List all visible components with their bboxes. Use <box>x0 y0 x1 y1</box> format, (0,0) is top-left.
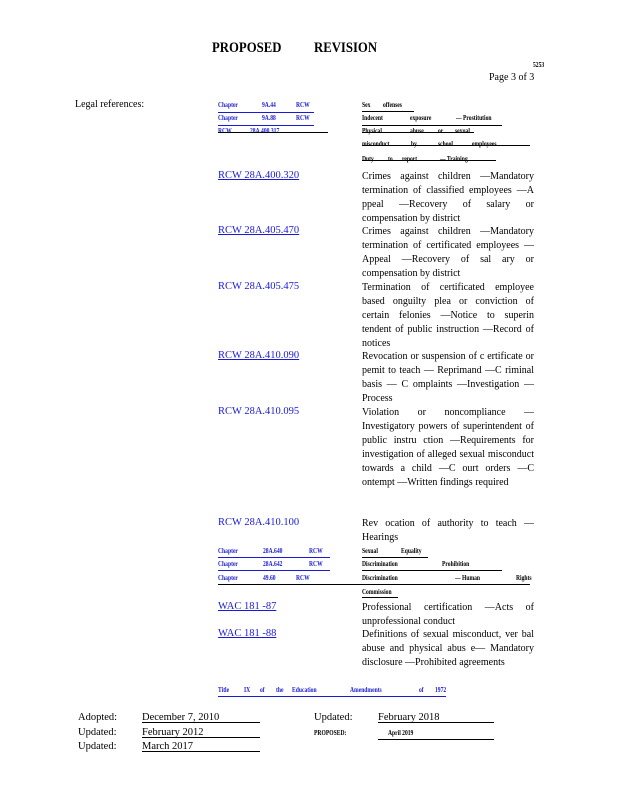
ref-desc: employees <box>472 140 497 148</box>
ref-description: Definitions of sexual misconduct, ver bal abuse and physical abus e— Mandatory disclosure —Prohibited agreements <box>362 629 534 668</box>
ref-description: Violation or noncompliance — Investigatory powers of superintendent of public instru ction —Requirements for investigation of alleged sexual misconduct towards a child —C ourt orders —C ontempt —Written findings required <box>362 407 534 488</box>
ref-code-link[interactable]: RCW 28A.410.095 <box>218 406 300 417</box>
title-ix-word: Amendments <box>350 686 382 694</box>
ref-code[interactable]: RCW <box>309 560 323 568</box>
ref-code-link[interactable]: RCW 28A.405.470 <box>218 225 300 236</box>
ref-description: Crimes against children —Mandatory termination of classified employees —A ppeal —Recovery of salary or compensation by district <box>362 171 534 224</box>
ref-description: Rev ocation of authority to teach — Hearings <box>362 518 534 543</box>
ref-code[interactable]: Chapter <box>218 574 238 582</box>
strikethrough <box>362 132 474 133</box>
ref-code[interactable]: 28A.640 <box>263 547 283 555</box>
underline <box>218 570 330 571</box>
underline <box>218 112 314 113</box>
ref-desc: exposure <box>410 114 432 122</box>
updated-label: Updated: <box>314 712 353 723</box>
ref-code[interactable]: 9A.88 <box>262 114 276 122</box>
ref-desc: — Human <box>455 574 481 582</box>
ref-code[interactable]: Chapter <box>218 101 238 109</box>
underline <box>218 557 330 558</box>
underline <box>362 570 502 571</box>
ref-desc: offenses <box>383 101 402 109</box>
proposed-date: April 2019 <box>388 729 414 737</box>
ref-code-link[interactable]: WAC 181 -87 <box>218 601 277 612</box>
ref-code[interactable]: 28A.400.317 <box>250 127 280 135</box>
underline <box>142 751 260 752</box>
ref-desc: report <box>402 155 418 163</box>
adopted-date: December 7, 2010 <box>142 712 220 723</box>
proposed-label: PROPOSED: <box>314 729 347 737</box>
ref-desc: Sexual <box>362 547 378 555</box>
ref-code-link[interactable]: RCW 28A.405.475 <box>218 281 300 292</box>
updated-label: Updated: <box>78 727 117 738</box>
ref-desc: Discrimination <box>362 560 398 568</box>
ref-code[interactable]: RCW <box>296 101 310 109</box>
title-proposed: PROPOSED <box>212 40 282 56</box>
legal-references-label: Legal references: <box>75 99 145 110</box>
ref-desc: sexual <box>455 127 470 135</box>
underline <box>218 125 314 126</box>
ref-desc: or <box>438 127 444 135</box>
ref-desc: Prohibition <box>442 560 470 568</box>
policy-number: 5253 <box>533 61 545 69</box>
underline <box>362 111 414 112</box>
ref-desc: Equality <box>401 547 422 555</box>
divider-line <box>218 584 530 585</box>
ref-desc: Discrimination <box>362 574 398 582</box>
updated-date: February 2012 <box>142 727 204 738</box>
ref-desc: school <box>438 140 453 148</box>
title-ix-word: of <box>419 686 424 694</box>
updated-date: March 2017 <box>142 741 194 752</box>
title-revision: REVISION <box>314 40 378 56</box>
ref-code[interactable]: Chapter <box>218 114 238 122</box>
ref-code-link[interactable]: WAC 181 -88 <box>218 628 277 639</box>
page-number: Page 3 of 3 <box>489 72 535 83</box>
ref-desc: Duty <box>362 155 374 163</box>
adopted-label: Adopted: <box>78 712 118 723</box>
ref-description: Crimes against children —Mandatory termination of certificated employees —Appeal —Recovery of sal ary or compensation by district <box>362 226 534 279</box>
ref-code[interactable]: RCW <box>218 127 232 135</box>
ref-description: Professional certification —Acts of unprofessional conduct <box>362 602 534 627</box>
strikethrough <box>218 132 328 133</box>
ref-code[interactable]: 28A.642 <box>263 560 283 568</box>
strikethrough <box>362 160 496 161</box>
ref-code[interactable]: Chapter <box>218 547 238 555</box>
ref-desc: Commission <box>362 588 392 596</box>
underline <box>142 737 260 738</box>
underline <box>362 125 502 126</box>
updated-date: February 2018 <box>378 712 440 723</box>
ref-desc: Indecent <box>362 114 383 122</box>
ref-desc: — Training <box>440 155 468 163</box>
underline <box>378 739 494 740</box>
title-ix-word: Title <box>218 686 230 694</box>
ref-desc: misconduct <box>362 140 390 148</box>
ref-code-link[interactable]: RCW 28A.410.100 <box>218 517 300 528</box>
ref-desc: abuse <box>410 127 424 135</box>
ref-desc: Rights <box>516 574 532 582</box>
ref-code-link[interactable]: RCW 28A.410.090 <box>218 350 300 361</box>
title-ix-word: of <box>260 686 265 694</box>
title-ix-word: IX <box>244 686 251 694</box>
underline <box>362 597 398 598</box>
ref-code[interactable]: Chapter <box>218 560 238 568</box>
title-ix-word: the <box>276 686 284 694</box>
ref-desc: Sex <box>362 101 371 109</box>
ref-description: Revocation or suspension of c ertificate or pemit to teach — Reprimand —C riminal basis — C omplaints —Investigation —Process <box>362 351 534 404</box>
updated-label: Updated: <box>78 741 117 752</box>
underline <box>362 557 428 558</box>
ref-code[interactable]: RCW <box>296 114 310 122</box>
ref-code-link[interactable]: RCW 28A.400.320 <box>218 170 300 181</box>
strikethrough <box>362 145 530 146</box>
ref-code[interactable]: RCW <box>296 574 310 582</box>
ref-desc: by <box>411 140 417 148</box>
title-ix-word: Education <box>292 686 317 694</box>
ref-desc: — Prostitution <box>456 114 492 122</box>
ref-desc: Physical <box>362 127 382 135</box>
ref-desc: to <box>388 155 393 163</box>
underline <box>142 722 260 723</box>
ref-description: Termination of certificated employee based onguilty plea or conviction of certain felonies —Notice to superin tendent of public instruction —Record of notices <box>362 282 534 349</box>
underline <box>218 696 446 697</box>
ref-code[interactable]: RCW <box>309 547 323 555</box>
ref-code[interactable]: 9A.44 <box>262 101 276 109</box>
ref-code[interactable]: 49.60 <box>263 574 276 582</box>
underline <box>378 722 494 723</box>
title-ix-word: 1972 <box>435 686 447 694</box>
